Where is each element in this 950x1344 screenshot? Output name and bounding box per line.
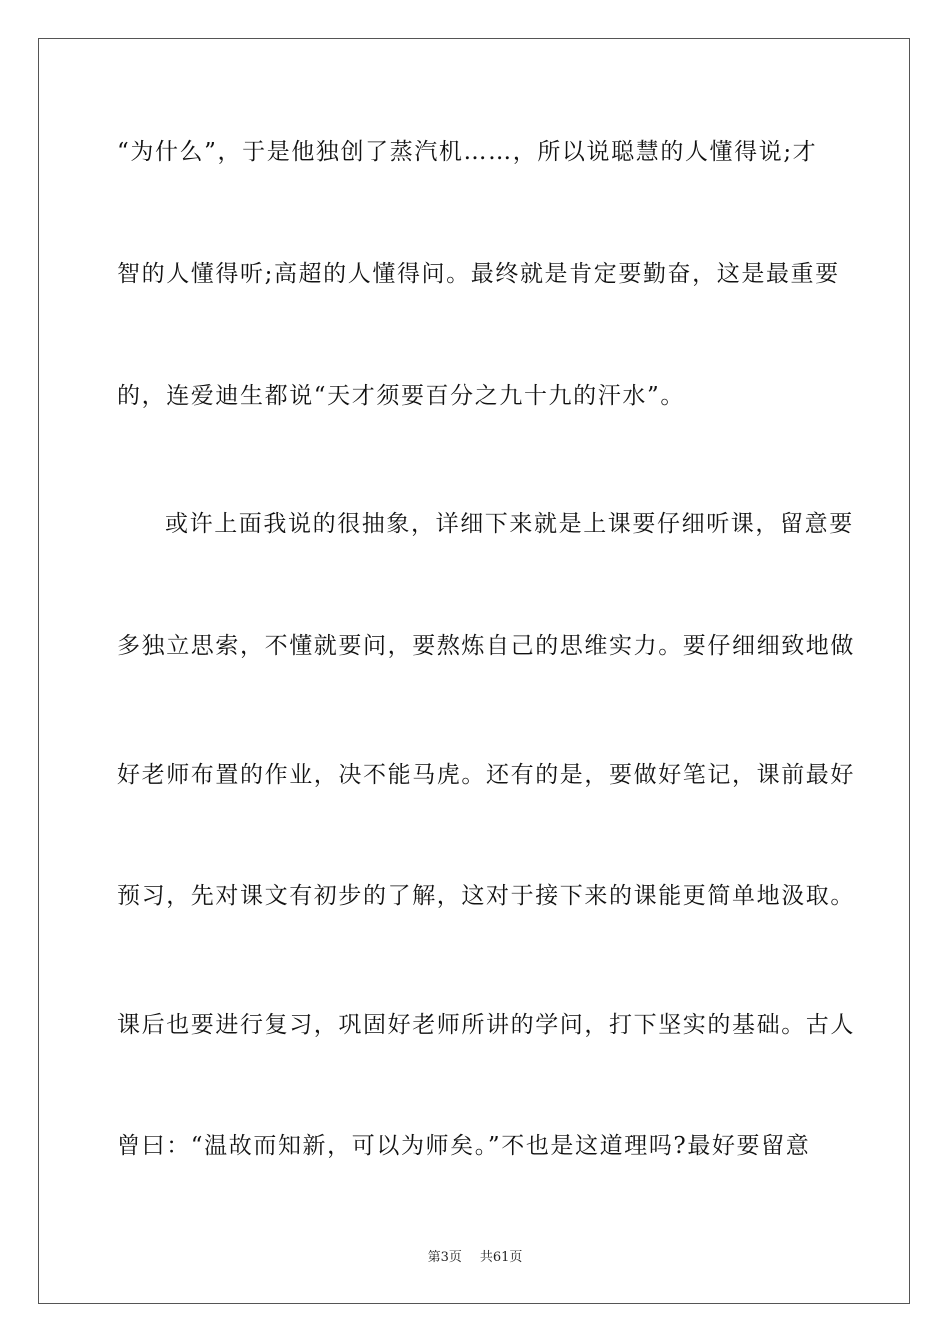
body-text-line-5: 多独立思索，不懂就要问，要熬炼自己的思维实力。要仔细细致地做 [117, 633, 855, 659]
body-text-line-6: 好老师布置的作业，决不能马虎。还有的是，要做好笔记，课前最好 [117, 762, 855, 788]
body-text-line-3: 的，连爱迪生都说“天才须要百分之九十九的汗水”。 [117, 383, 685, 409]
page-number: 第3页 [427, 1250, 462, 1265]
page-footer [0, 1246, 950, 1265]
body-text-line-8: 课后也要进行复习，巩固好老师所讲的学问，打下坚实的基础。古人 [117, 1012, 855, 1038]
body-text-line-4: 或许上面我说的很抽象，详细下来就是上课要仔细听课，留意要 [165, 511, 854, 537]
page-total: 共61页 [479, 1250, 523, 1265]
body-text-line-7: 预习，先对课文有初步的了解，这对于接下来的课能更简单地汲取。 [117, 883, 855, 909]
body-text-line-1: “为什么”，于是他独创了蒸汽机……，所以说聪慧的人懂得说;才 [117, 139, 818, 165]
body-text-line-9: 曾曰：“温故而知新，可以为师矣。”不也是这道理吗?最好要留意 [117, 1133, 811, 1159]
page-border [38, 38, 910, 1304]
body-text-line-2: 智的人懂得听;高超的人懂得问。最终就是肯定要勤奋，这是最重要 [117, 261, 840, 287]
